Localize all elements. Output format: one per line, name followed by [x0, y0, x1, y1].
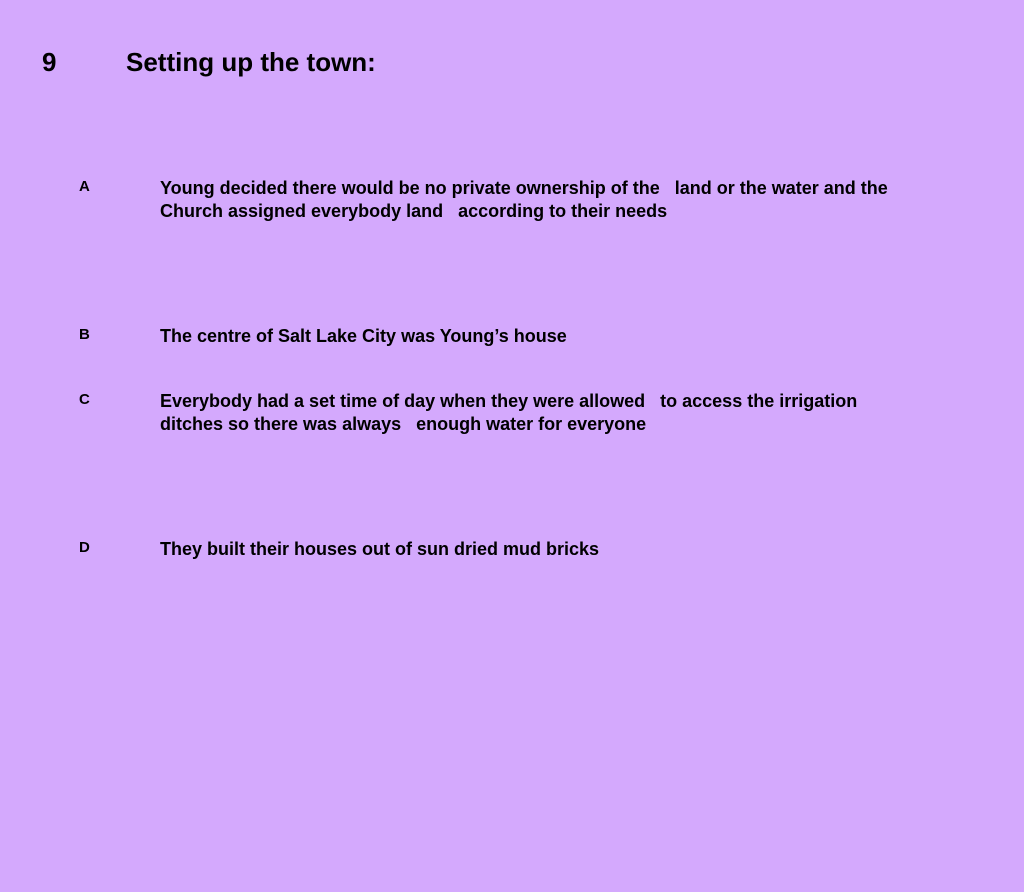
- question-title: Setting up the town:: [126, 47, 376, 77]
- option-b-letter: B: [79, 326, 90, 343]
- option-d-text: They built their houses out of sun dried mud bricks: [160, 539, 600, 559]
- option-c-text: Everybody had a set time of day when they were allowed to access the irrigation ditches so there was always enough water for everyone: [160, 391, 858, 434]
- option-a-text: Young decided there would be no private ownership of the land or the water and the Church assigned everybody land according to their needs: [160, 178, 888, 221]
- option-d-letter: D: [79, 539, 90, 556]
- option-c-letter: C: [79, 391, 90, 408]
- option-b-text: The centre of Salt Lake City was Young’s house: [160, 326, 567, 346]
- option-a-letter: A: [79, 178, 90, 195]
- question-number: 9: [42, 47, 57, 77]
